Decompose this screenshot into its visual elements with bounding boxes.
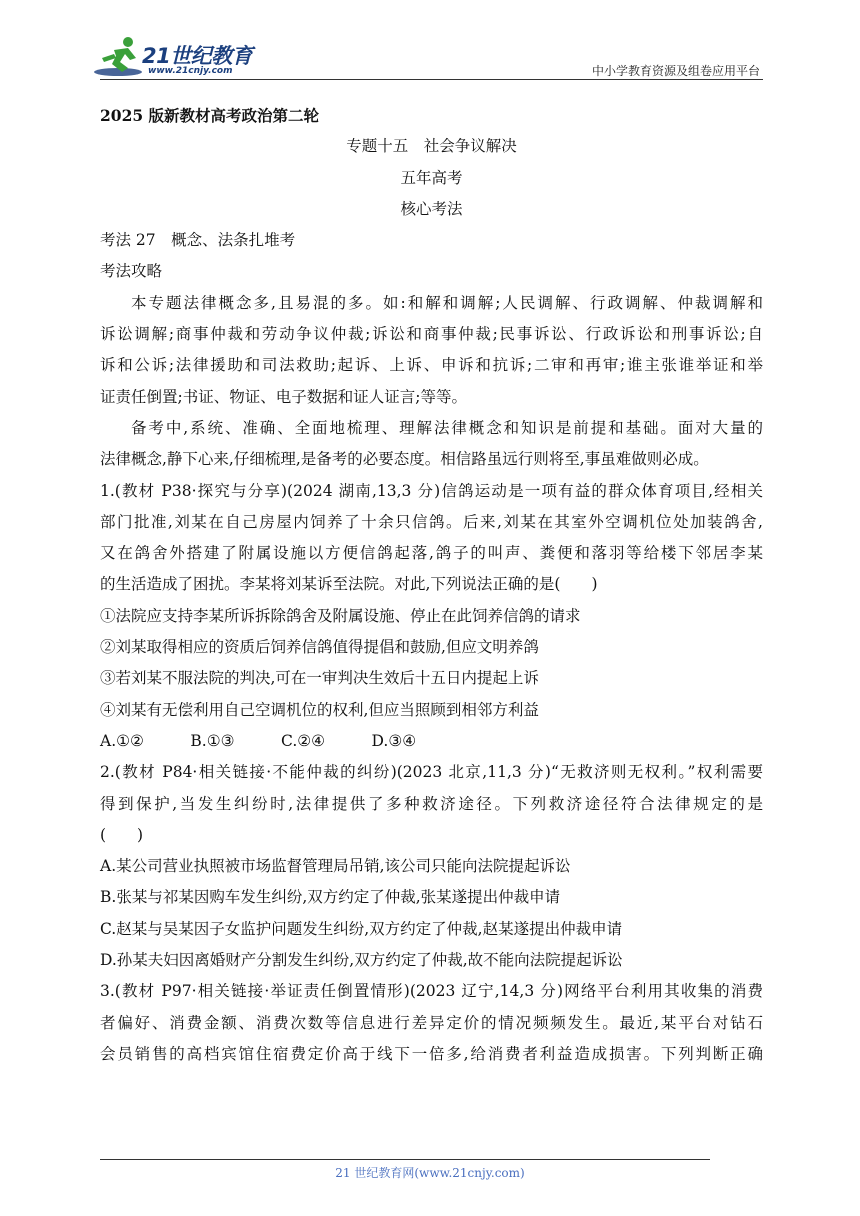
section-title: 五年高考 xyxy=(400,168,463,187)
paragraph-line: 诉和公诉;法律援助和司法救助;起诉、上诉、申诉和抗诉;二审和再审;谁主张谁举证和举 xyxy=(100,356,763,375)
question-item: ①法院应支持李某所诉拆除鸽舍及附属设施、停止在此饲养信鸽的请求 xyxy=(100,606,581,625)
footer-link[interactable]: 21 世纪教育网(www.21cnjy.com) xyxy=(335,1166,525,1180)
question-stem-line: 者偏好、消费金额、消费次数等信息进行差异定价的情况频频发生。最近,某平台对钻石 xyxy=(100,1013,763,1032)
sub-title: 核心考法 xyxy=(400,199,463,218)
question-item: ②刘某取得相应的资质后饲养信鸽值得提倡和鼓励,但应文明养鸽 xyxy=(100,638,539,657)
paragraph-line: 备考中,系统、准确、全面地梳理、理解法律概念和知识是前提和基础。面对大量的 xyxy=(131,418,763,437)
paragraph-line: 法律概念,静下心来,仔细梳理,是备考的必要态度。相信路虽远行则将至,事虽难做则必成。 xyxy=(100,450,709,469)
question-2 xyxy=(100,757,763,976)
question-stem-line: 的生活造成了困扰。李某将刘某诉至法院。对此,下列说法正确的是( ) xyxy=(100,575,598,594)
question-item: ③若刘某不服法院的判决,可在一审判决生效后十五日内提起上诉 xyxy=(100,669,539,688)
question-option: D.孙某夫妇因离婚财产分割发生纠纷,双方约定了仲裁,故不能向法院提起诉讼 xyxy=(100,951,623,970)
question-stem-line: 2.(教材 P84·相关链接·不能仲裁的纠纷)(2023 北京,11,3 分)“无救济则无权利。”权利需要 xyxy=(100,763,763,782)
page-header xyxy=(0,0,860,90)
logo-url: www.21cnjy.com xyxy=(148,66,233,76)
header-divider xyxy=(100,79,763,80)
strategy-title: 考法攻略 xyxy=(100,262,163,281)
question-stem-line: 得到保护,当发生纠纷时,法律提供了多种救济途径。下列救济途径符合法律规定的是 xyxy=(100,794,763,813)
question-options: A.①② B.①③ C.②④ D.③④ xyxy=(100,731,417,750)
question-option: B.张某与祁某因购车发生纠纷,双方约定了仲裁,张某遂提出仲裁申请 xyxy=(100,888,561,907)
question-1 xyxy=(100,476,763,758)
question-stem-line: 1.(教材 P38·探究与分享)(2024 湖南,13,3 分)信鸽运动是一项有益的群众体育项目,经相关 xyxy=(100,481,763,500)
paragraph-1 xyxy=(100,288,763,413)
platform-name: 中小学教育资源及组卷应用平台 xyxy=(591,64,760,78)
topic-title: 专题十五 社会争议解决 xyxy=(346,137,517,156)
question-stem-line: 又在鸽舍外搭建了附属设施以方便信鸽起落,鸽子的叫声、粪便和落羽等给楼下邻居李某 xyxy=(100,544,763,563)
series-title: 2025 版新教材高考政治第二轮 xyxy=(100,106,320,125)
footer-divider xyxy=(100,1159,710,1160)
document-body xyxy=(100,100,763,1070)
question-3 xyxy=(100,976,763,1070)
question-stem-line: 部门批准,刘某在自己房屋内饲养了十余只信鸽。后来,刘某在其室外空调机位处加装鸽舍, xyxy=(100,512,763,531)
method-title: 考法 27 概念、法条扎堆考 xyxy=(100,231,296,250)
question-stem-line: ( ) xyxy=(100,825,144,844)
paragraph-line: 本专题法律概念多,且易混的多。如:和解和调解;人民调解、行政调解、仲裁调解和 xyxy=(131,293,763,312)
logo-text: 21世纪教育 xyxy=(142,44,253,68)
question-option: C.赵某与吴某因子女监护问题发生纠纷,双方约定了仲裁,赵某遂提出仲裁申请 xyxy=(100,919,623,938)
paragraph-line: 诉讼调解;商事仲裁和劳动争议仲裁;诉讼和商事仲裁;民事诉讼、行政诉讼和刑事诉讼;自 xyxy=(100,325,763,344)
question-option: A.某公司营业执照被市场监督管理局吊销,该公司只能向法院提起诉讼 xyxy=(100,857,571,876)
question-item: ④刘某有无偿利用自己空调机位的权利,但应当照顾到相邻方利益 xyxy=(100,700,539,719)
question-stem-line: 会员销售的高档宾馆住宿费定价高于线下一倍多,给消费者利益造成损害。下列判断正确 xyxy=(100,1044,763,1063)
paragraph-2 xyxy=(100,413,763,476)
paragraph-line: 证责任倒置;书证、物证、电子数据和证人证言;等等。 xyxy=(100,387,467,406)
question-stem-line: 3.(教材 P97·相关链接·举证责任倒置情形)(2023 辽宁,14,3 分)网络平台利用其收集的消费 xyxy=(100,982,763,1001)
